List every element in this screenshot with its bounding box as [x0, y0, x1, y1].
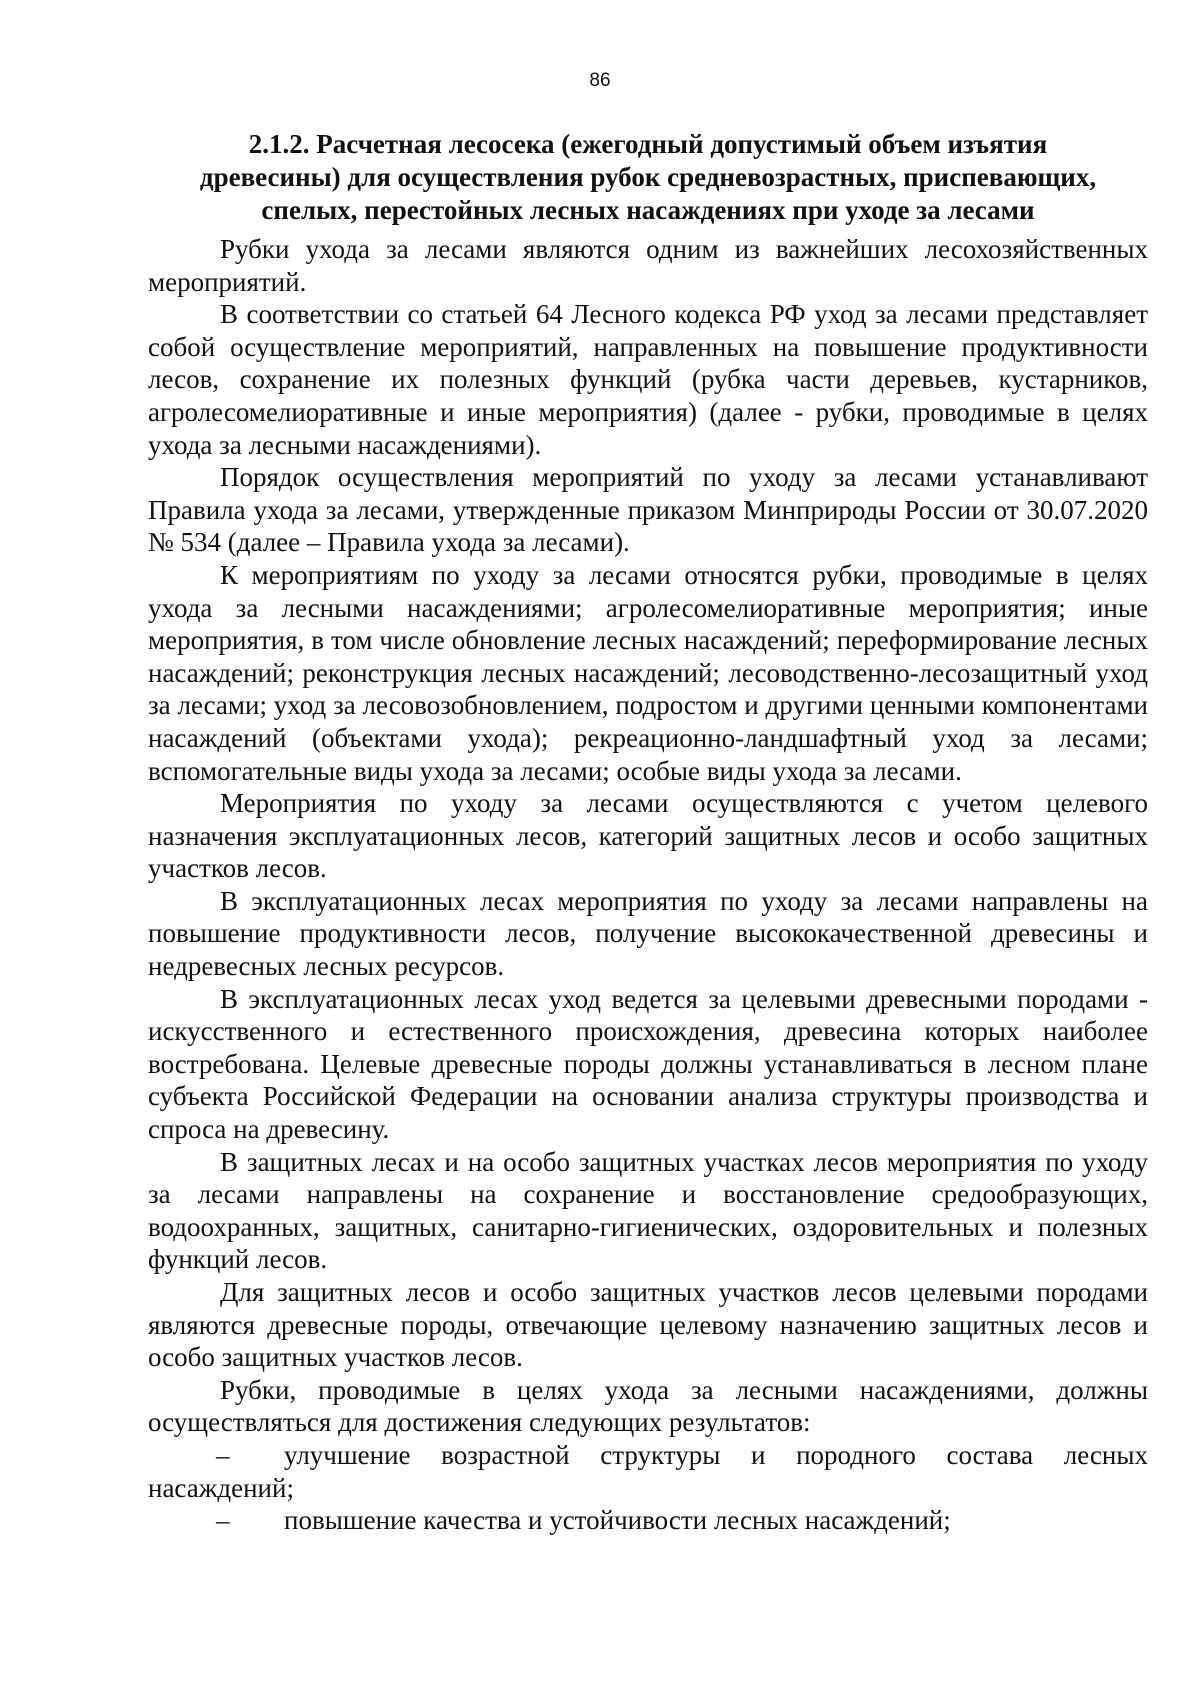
- bullet-item: [148, 1504, 1148, 1537]
- page-number: 86: [589, 70, 611, 91]
- paragraph: Рубки ухода за лесами являются одним из важнейших лесохозяйственных мероприятий.: [148, 234, 1148, 297]
- paragraph: Рубки, проводимые в целях ухода за лесными насаждениями, должны осуществляться для достижения следующих результатов:: [148, 1374, 1148, 1438]
- paragraph: В соответствии со статьей 64 Лесного кодекса РФ уход за лесами представляет собой осуществление мероприятий, направленных на повышение продуктивности лесов, сохранение их полезных функций (рубка части деревьев, кустарников, агролесомелиоративные и иные мероприятия) (далее - рубки, проводимые в целях ухода за лесными насаждениями).: [148, 299, 1148, 460]
- heading-line: 2.1.2. Расчетная лесосека (ежегодный допустимый объем изъятия: [248, 129, 1048, 159]
- bullet-dash: –: [216, 1439, 230, 1470]
- bullet-text: повышение качества и устойчивости лесных насаждений;: [284, 1505, 951, 1536]
- document-body: [148, 128, 1148, 1537]
- heading-line: спелых, перестойных лесных насаждениях при уходе за лесами: [261, 195, 1035, 225]
- paragraph: Для защитных лесов и особо защитных участков лесов целевыми породами являются древесные породы, отвечающие целевому назначению защитных лесов и особо защитных участков лесов.: [148, 1277, 1148, 1373]
- heading-line: древесины) для осуществления рубок средневозрастных, приспевающих,: [199, 162, 1097, 192]
- paragraph: Порядок осуществления мероприятий по уходу за лесами устанавливают Правила ухода за лесами, утвержденные приказом Минприроды России от 30.07.2020 № 534 (далее – Правила ухода за лесами).: [148, 462, 1148, 558]
- bullet-item: [148, 1439, 1148, 1504]
- paragraph: В эксплуатационных лесах мероприятия по уходу за лесами направлены на повышение продуктивности лесов, получение высококачественной древесины и недревесных лесных ресурсов.: [148, 885, 1148, 982]
- section-heading: [148, 128, 1148, 227]
- paragraph: В защитных лесах и на особо защитных участках лесов мероприятия по уходу за лесами направлены на сохранение и восстановление средообразующих, водоохранных, защитных, санитарно-гигиенических, оздоровительных и полезных функций лесов.: [148, 1146, 1148, 1275]
- bullet-dash: –: [216, 1505, 230, 1536]
- paragraph: Мероприятия по уходу за лесами осуществляются с учетом целевого назначения эксплуатационных лесов, категорий защитных лесов и особо защитных участков лесов.: [148, 788, 1148, 884]
- bullet-text: улучшение возрастной структуры и породного состава лесных насаждений;: [148, 1439, 1148, 1503]
- paragraph: В эксплуатационных лесах уход ведется за целевыми древесными породами - искусственного и естественного происхождения, древесина которых наиболее востребована. Целевые древесные породы должны устанавливаться в лесном плане субъекта Российской Федерации на основании анализа структуры производства и спроса на древесину.: [148, 983, 1148, 1145]
- paragraph: К мероприятиям по уходу за лесами относятся рубки, проводимые в целях ухода за лесными насаждениями; агролесомелиоративные мероприятия; иные мероприятия, в том числе обновление лесных насаждений; переформирование лесных насаждений; реконструкция лесных насаждений; лесоводственно-лесозащитный уход за лесами; уход за лесовозобновлением, подростом и другими ценными компонентами насаждений (объектами ухода); рекреационно-ландшафтный уход за лесами; вспомогательные виды ухода за лесами; особые виды ухода за лесами.: [148, 559, 1148, 786]
